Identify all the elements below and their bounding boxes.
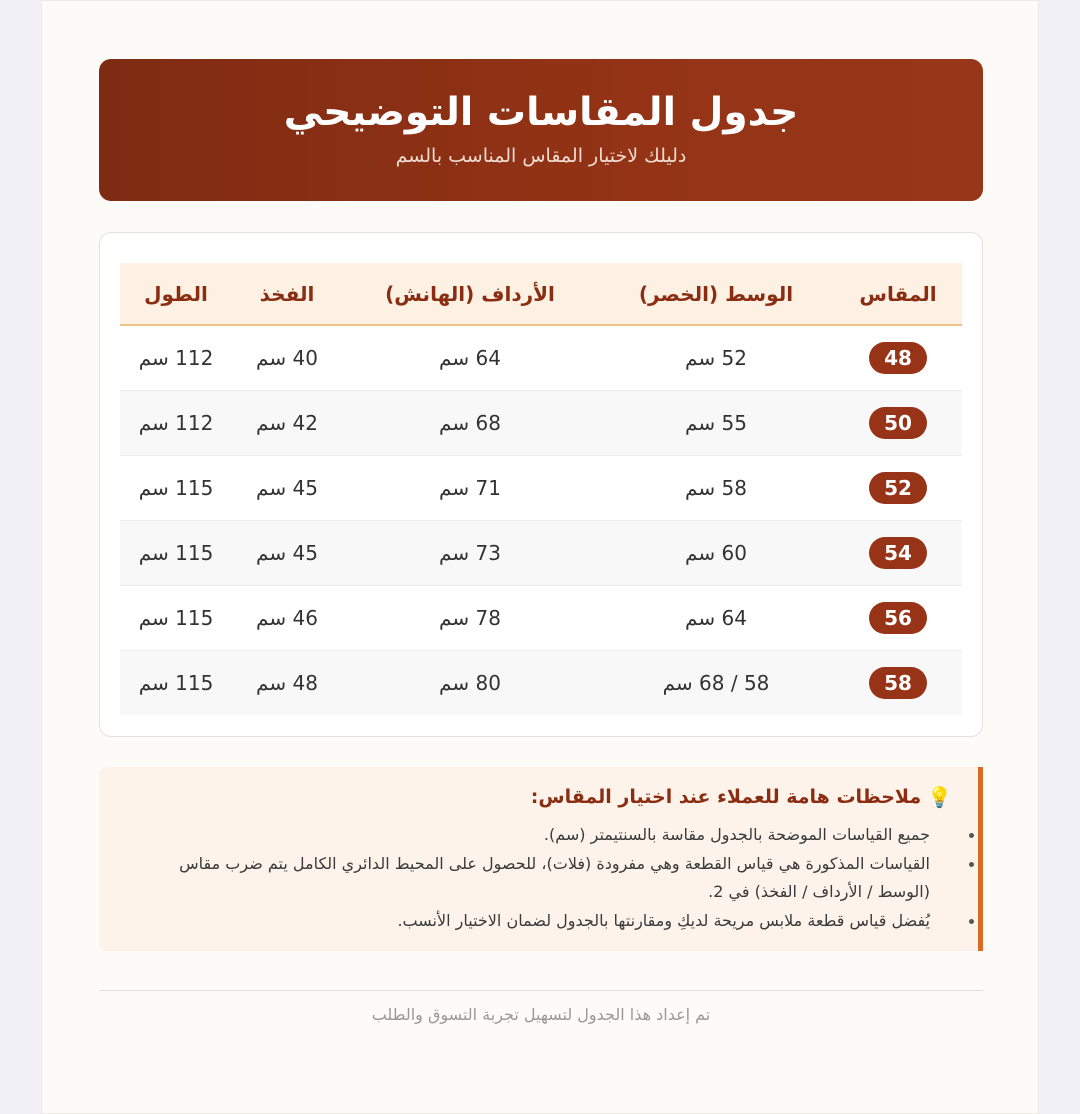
- thigh-cell: 45 سم: [256, 475, 318, 500]
- table-row: [120, 390, 962, 455]
- waist-cell: 64 سم: [685, 605, 747, 630]
- hips-cell: 73 سم: [439, 540, 501, 565]
- size-badge: 56: [869, 602, 927, 634]
- waist-cell: 58 / 68 سم: [662, 670, 770, 695]
- page-title: جدول المقاسات التوضيحي: [283, 90, 799, 135]
- length-cell: 115 سم: [138, 605, 214, 630]
- size-table: [120, 263, 962, 715]
- size-cell: [834, 455, 962, 520]
- hips-cell: 68 سم: [439, 410, 501, 435]
- notes-box: [99, 767, 983, 951]
- table-row: [120, 585, 962, 650]
- size-cell: [834, 390, 962, 455]
- hips-cell: 80 سم: [439, 670, 501, 695]
- list-item: القياسات المذكورة هي قياس القطعة وهي مفرودة (فلات)، للحصول على المحيط الدائري الكامل يتم ضرب مقاس (الوسط / الأرداف / الفخذ) في 2.: [140, 850, 930, 907]
- size-cell: [834, 520, 962, 585]
- size-cell: [834, 585, 962, 650]
- size-badge: 58: [869, 667, 927, 699]
- notes-list: [140, 821, 930, 935]
- length-cell: 112 سم: [138, 345, 214, 370]
- size-badge: 52: [869, 472, 927, 504]
- hips-cell: 78 سم: [439, 605, 501, 630]
- table-row: [120, 520, 962, 585]
- thigh-cell: 46 سم: [256, 605, 318, 630]
- thigh-cell: 40 سم: [256, 345, 318, 370]
- size-badge: 48: [869, 342, 927, 374]
- lightbulb-icon: 💡: [927, 785, 952, 809]
- footer-divider: [99, 990, 983, 991]
- length-cell: 112 سم: [138, 410, 214, 435]
- table-row: [120, 455, 962, 520]
- hips-cell: 71 سم: [439, 475, 501, 500]
- thigh-cell: 48 سم: [256, 670, 318, 695]
- size-badge: 50: [869, 407, 927, 439]
- column-header-hips: الأرداف (الهانش): [385, 281, 555, 306]
- table-row: [120, 325, 962, 390]
- list-item: جميع القياسات الموضحة بالجدول مقاسة بالسنتيمتر (سم).: [140, 821, 930, 850]
- header-banner: [99, 59, 983, 201]
- size-cell: [834, 325, 962, 390]
- thigh-cell: 45 سم: [256, 540, 318, 565]
- waist-cell: 52 سم: [685, 345, 747, 370]
- footer-text: تم إعداد هذا الجدول لتسهيل تجربة التسوق والطلب: [371, 1005, 711, 1024]
- column-header-waist: الوسط (الخصر): [638, 281, 794, 306]
- page-subtitle: دليلك لاختيار المقاس المناسب بالسم: [395, 145, 687, 167]
- thigh-cell: 42 سم: [256, 410, 318, 435]
- waist-cell: 58 سم: [685, 475, 747, 500]
- list-item: يُفضل قياس قطعة ملابس مريحة لديكِ ومقارنتها بالجدول لضمان الاختيار الأنسب.: [140, 907, 930, 936]
- hips-cell: 64 سم: [439, 345, 501, 370]
- length-cell: 115 سم: [138, 540, 214, 565]
- column-header-thigh: الفخذ: [259, 281, 315, 306]
- notes-heading: [531, 785, 952, 809]
- column-header-size: المقاس: [859, 281, 937, 306]
- table-row: [120, 650, 962, 715]
- size-table-card: [99, 232, 983, 737]
- column-header-length: الطول: [144, 281, 208, 306]
- size-badge: 54: [869, 537, 927, 569]
- size-cell: [834, 650, 962, 715]
- notes-title: ملاحظات هامة للعملاء عند اختيار المقاس:: [530, 786, 922, 808]
- waist-cell: 55 سم: [685, 410, 747, 435]
- waist-cell: 60 سم: [685, 540, 747, 565]
- length-cell: 115 سم: [138, 670, 214, 695]
- page: [41, 0, 1039, 1114]
- length-cell: 115 سم: [138, 475, 214, 500]
- table-header-row: [120, 263, 962, 325]
